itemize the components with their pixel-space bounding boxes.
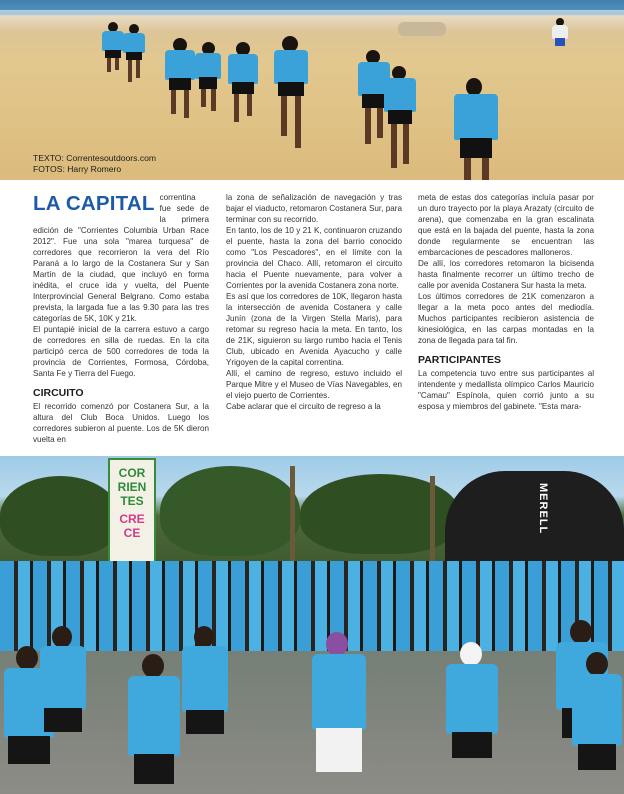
article-column-1 bbox=[33, 192, 209, 445]
paragraph-text: correntina fue sede de la primera edición de "Corrientes Columbia Urban Race 2012". Fue una sola "marea turquesa" de corredores que recorrieron la vera del Río Paraná a lo largo de la Costanera Sur y San Martín de la ciudad, que incluyó en forma inédita, el cruce ida y vuelta, del Puente Interprovincial General Belgrano. Como estaba prevista, la largada fue a las 9.30 para las tres categorías de 5K, 10K y 21k. bbox=[33, 193, 209, 323]
article-kicker: LA CAPITAL bbox=[33, 192, 155, 215]
beach-runners-photo bbox=[0, 0, 624, 180]
paragraph: De allí, los corredores retomaron la bicisenda hasta finalmente recorrer un último trecho de calle por avenida Costanera Sur hasta la meta. bbox=[418, 259, 594, 290]
banner-line: RIEN bbox=[117, 480, 147, 494]
paragraph: meta de estas dos categorías incluía pasar por un duro trayecto por la playa Arazaty (circuito de arena), que comenzaba en la gran escalinata que está en la bajada del puente, hasta la zona donde regularmente se encuentran las embarcaciones de pescadores malloneros. bbox=[418, 193, 594, 257]
tree-foliage bbox=[160, 466, 300, 556]
crowd-background bbox=[0, 561, 624, 651]
paragraph: Es así que los corredores de 10K, llegaron hasta la intersección de avenida Costanera y calle Junín (zona de la Virgen Stella Maris), para retomar su regreso hacia la meta. En tanto, los de 21K, siguieron su largo rumbo hacia el Tenis Club, ubicado en Avenida Ayacucho y calle Yrigoyen de la capital correntina. bbox=[226, 292, 402, 367]
section-heading-participantes: PARTICIPANTES bbox=[418, 354, 502, 366]
article-body bbox=[33, 192, 601, 444]
race-crowd-photo bbox=[0, 456, 624, 794]
banner-line: TES bbox=[120, 494, 144, 508]
sponsor-logo-text: MERELL bbox=[537, 483, 549, 535]
credit-photos: FOTOS: Harry Romero bbox=[33, 164, 122, 174]
shoreline bbox=[0, 10, 624, 32]
paragraph: la zona de señalización de navegación y tras bajar el viaducto, retomaron Costanera Sur, para terminar con su recorrido. bbox=[226, 193, 402, 224]
paragraph: En tanto, los de 10 y 21 K, continuaron cruzando el puente, hasta la zona del barrio conocido como "Los Pescadores", en el límite con la provincia del Chaco. Allí, retomaron el circuito hacia el Puente nuevamente, para volver a Corrientes por la avenida Costanera zona norte. bbox=[226, 226, 402, 290]
paragraph: El recorrido comenzó por Costanera Sur, a la altura del Club Boca Unidos. Luego los corredores subieron al puente. Los de 5K dieron vuelta en bbox=[33, 402, 209, 444]
banner-line: COR bbox=[118, 466, 146, 480]
corrientes-crece-banner bbox=[108, 458, 156, 576]
sponsor-inflatable bbox=[445, 471, 624, 566]
section-heading-circuito: CIRCUITO bbox=[33, 387, 84, 399]
credit-text: TEXTO: Correntesoutdoors.com bbox=[33, 153, 157, 163]
paragraph bbox=[33, 192, 209, 324]
paragraph: El puntapié inicial de la carrera estuvo a cargo de corredores en silla de ruedas. En la cita participó cerca de 500 corredores de toda la provincia de Corrientes, Formosa, Córdoba, Santa Fe y Tierra del Fuego. bbox=[33, 325, 209, 378]
article-column-2 bbox=[226, 192, 402, 412]
palm-trunk bbox=[290, 466, 295, 576]
photo-credit bbox=[33, 153, 156, 175]
tree-foliage bbox=[0, 476, 120, 556]
paragraph: Cabe aclarar que el circuito de regreso a la bbox=[226, 402, 381, 411]
paragraph: La competencia tuvo entre sus participantes al intendente y medallista olímpico Carlos Mauricio "Camau" Espínola, quien corrió junto a su esposa y miembros del gabinete. "Esta mara- bbox=[418, 369, 594, 411]
paragraph: Los últimos corredores de 21K comenzaron a llegar a la meta poco antes del mediodía. Muchos participantes recibieron asistencia de kinesiológica, en las carpas montadas en la zona de llegada para tal fin. bbox=[418, 292, 594, 345]
article-column-3 bbox=[418, 192, 594, 412]
banner-line: CE bbox=[123, 526, 141, 540]
paragraph: Allí, el camino de regreso, estuvo incluido el Parque Mitre y el Museo de Vías Navegables, en el viejo puerto de Corrientes. bbox=[226, 369, 402, 400]
tree-foliage bbox=[300, 474, 460, 554]
banner-line: CRE bbox=[119, 512, 145, 526]
